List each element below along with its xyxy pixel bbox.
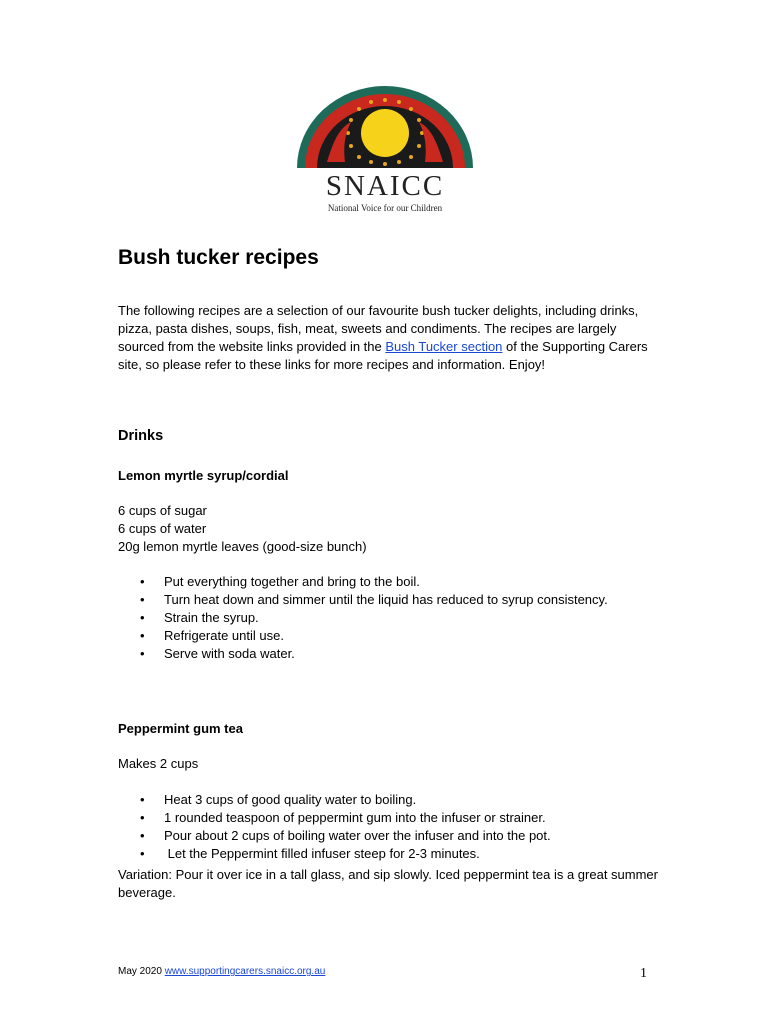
bullet-icon: • bbox=[140, 592, 145, 607]
step-item bbox=[118, 645, 638, 663]
bush-tucker-section-link[interactable]: Bush Tucker section bbox=[385, 339, 503, 354]
bullet-icon: • bbox=[140, 828, 145, 843]
step-item bbox=[118, 609, 638, 627]
snaicc-logo bbox=[295, 84, 475, 214]
step-item bbox=[118, 791, 638, 809]
bullet-icon: • bbox=[140, 646, 145, 661]
ingredient-item: 6 cups of water bbox=[118, 521, 207, 536]
logo-tagline: National Voice for our Children bbox=[327, 203, 443, 213]
snaicc-emblem-icon bbox=[295, 84, 475, 170]
step-item bbox=[118, 827, 638, 845]
intro-text-start: The following recipes are a selection of our favourite bush tucker delights, including drinks, pizza, pasta dishes, soups, fish, meat, sweets and condiments. The recipes are largely sourced from the website links provided in the bbox=[118, 303, 639, 354]
step-text: Strain the syrup. bbox=[164, 610, 259, 625]
bullet-icon: • bbox=[140, 846, 145, 861]
step-text: 1 rounded teaspoon of peppermint gum into the infuser or strainer. bbox=[164, 810, 546, 825]
recipe-yield bbox=[118, 755, 198, 773]
bullet-icon: • bbox=[140, 574, 145, 589]
recipe-steps-lemon-myrtle bbox=[118, 573, 638, 663]
step-text: Refrigerate until use. bbox=[164, 628, 284, 643]
page-title: Bush tucker recipes bbox=[118, 246, 319, 269]
yield-text: Makes 2 cups bbox=[118, 756, 199, 771]
ingredient-item: 20g lemon myrtle leaves (good-size bunch) bbox=[118, 539, 367, 554]
step-text: Pour about 2 cups of boiling water over the infuser and into the pot. bbox=[164, 828, 551, 843]
intro-paragraph bbox=[118, 302, 658, 374]
bullet-icon: • bbox=[140, 792, 145, 807]
bullet-icon: • bbox=[140, 628, 145, 643]
step-item bbox=[118, 809, 638, 827]
step-text: Put everything together and bring to the boil. bbox=[164, 574, 420, 589]
page-number: 1 bbox=[640, 966, 647, 981]
step-item bbox=[118, 573, 638, 591]
bullet-icon: • bbox=[140, 610, 145, 625]
step-text: Let the Peppermint filled infuser steep for 2-3 minutes. bbox=[164, 846, 480, 861]
recipe-steps-peppermint bbox=[118, 791, 638, 863]
step-item bbox=[118, 845, 638, 863]
emblem-sun bbox=[361, 109, 409, 157]
page-footer bbox=[118, 965, 325, 979]
bullet-icon: • bbox=[140, 810, 145, 825]
step-text: Heat 3 cups of good quality water to boiling. bbox=[164, 792, 417, 807]
step-text: Serve with soda water. bbox=[164, 646, 295, 661]
intro-text-end: of the Supporting Carers site, so please refer to these links for more recipes and information. Enjoy! bbox=[118, 339, 648, 372]
variation-note: Variation: Pour it over ice in a tall glass, and sip slowly. Iced peppermint tea is a great summer beverage. bbox=[118, 867, 658, 900]
footer-url-link[interactable]: www.supportingcarers.snaicc.org.au bbox=[164, 966, 326, 977]
ingredient-list bbox=[118, 502, 367, 556]
step-item bbox=[118, 591, 638, 609]
logo-name: SNAICC bbox=[325, 170, 445, 202]
ingredient-item: 6 cups of sugar bbox=[118, 503, 207, 518]
recipe-title-lemon-myrtle: Lemon myrtle syrup/cordial bbox=[118, 468, 289, 483]
step-text: Turn heat down and simmer until the liquid has reduced to syrup consistency. bbox=[164, 592, 608, 607]
recipe-title-peppermint-gum-tea: Peppermint gum tea bbox=[118, 721, 243, 736]
footer-date: May 2020 bbox=[118, 966, 162, 977]
step-item bbox=[118, 627, 638, 645]
section-heading-drinks: Drinks bbox=[118, 428, 164, 444]
